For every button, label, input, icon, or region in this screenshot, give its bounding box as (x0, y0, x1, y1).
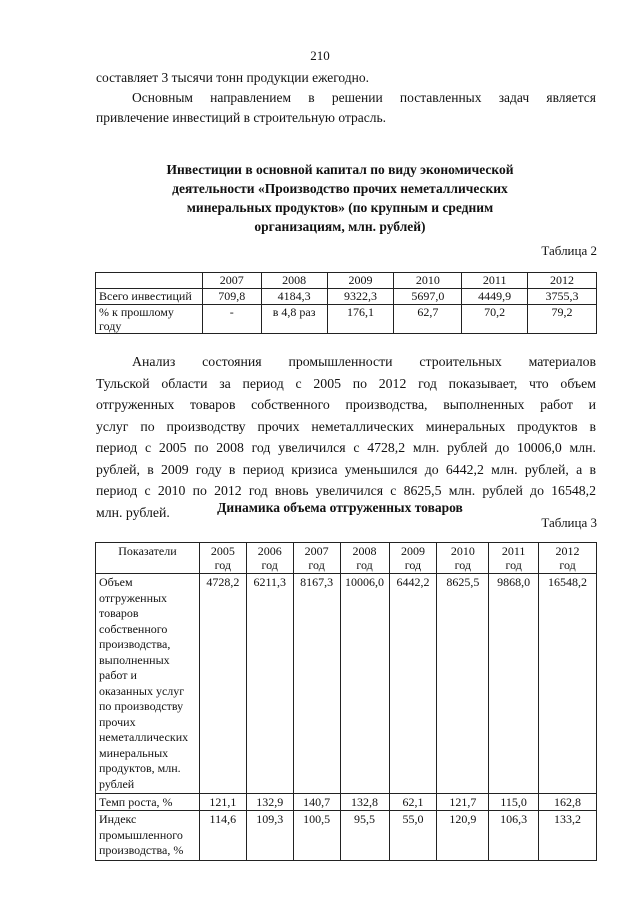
table2-cell: 176,1 (327, 305, 394, 334)
table3-year-number: 2005 (210, 544, 235, 558)
analysis-line-1: Анализ состояния промышленности строительных материалов (132, 354, 596, 369)
row1-label-line: товаров (99, 606, 139, 620)
row1-label-line: Объем (99, 575, 133, 589)
shipment-table (95, 542, 597, 861)
row1-label-line: оказанных услуг (99, 683, 185, 698)
table3-year-number: 2012 (555, 544, 580, 558)
table3-year-suffix: год (404, 558, 422, 572)
table3-year (246, 543, 293, 574)
row1-label-line: выполненных (99, 652, 170, 667)
table3-row-growth (96, 794, 597, 811)
table3-year-suffix: год (261, 558, 278, 572)
table3-cell: 132,9 (246, 794, 293, 811)
table2-header-empty (96, 273, 203, 289)
table2-row-total (96, 289, 597, 305)
intro-line-1: составляет 3 тысячи тонн продукции ежегодно. (96, 70, 369, 85)
table2-cell: в 4,8 раз (261, 305, 327, 334)
table3-year (340, 543, 389, 574)
table3-cell: 16548,2 (539, 574, 597, 794)
table3-cell: 109,3 (246, 811, 293, 861)
table3-cell: 8167,3 (293, 574, 340, 794)
table3-cell: 106,3 (489, 811, 539, 861)
table2-row-label (96, 305, 203, 334)
table2-row-label-line-2: году (99, 319, 122, 333)
investment-table (95, 272, 597, 334)
row1-label-line: рублей (99, 776, 135, 791)
row3-label-line: Индекс (99, 812, 137, 826)
row3-label-line: промышленного (99, 827, 183, 842)
table3-label: Таблица 3 (541, 515, 597, 530)
analysis-line-8: млн. рублей. (96, 504, 170, 520)
investment-heading (120, 160, 560, 236)
table3-cell: 100,5 (293, 811, 340, 861)
table3-year-number: 2007 (304, 544, 329, 558)
table3-cell: 140,7 (293, 794, 340, 811)
table2-header-row (96, 273, 597, 289)
analysis-line-6: рублей, в 2009 году в период кризиса уменьшился до 6442,2 млн. рублей, а в (96, 461, 596, 477)
row1-label-line: минеральных (99, 745, 169, 760)
table3-year (389, 543, 437, 574)
table3-cell: 162,8 (539, 794, 597, 811)
table2-cell: 709,8 (202, 289, 261, 305)
table3-cell: 95,5 (340, 811, 389, 861)
table3-year (489, 543, 539, 574)
analysis-line-3: отгруженных товаров собственного производства, выполненных работ и (96, 397, 596, 412)
table2-label: Таблица 2 (541, 243, 597, 258)
row1-label-line: производства, (99, 637, 171, 651)
table2-cell: 79,2 (528, 305, 597, 334)
table3-cell: 6442,2 (389, 574, 437, 794)
row1-label-line: по производству (99, 699, 184, 713)
table3-row-label: Темп роста, % (96, 794, 200, 811)
table3-year-number: 2011 (501, 544, 526, 558)
table3-cell: 120,9 (437, 811, 489, 861)
table2-year: 2008 (261, 273, 327, 289)
analysis-line-5: период с 2005 по 2008 год увеличился с 4728,2 млн. рублей до 10006,0 млн. (96, 440, 596, 455)
analysis-line-4: услуг по производству прочих неметаллических минеральных продуктов в (96, 418, 596, 434)
table2-row-label-line-1: % к прошлому (99, 305, 174, 319)
table3-year (293, 543, 340, 574)
table3-cell: 133,2 (539, 811, 597, 861)
table3-row-index (96, 811, 597, 861)
table2-cell: 4449,9 (462, 289, 528, 305)
table2-cell: 3755,3 (528, 289, 597, 305)
page-number: 210 (310, 48, 330, 63)
table2-row-label: Всего инвестиций (96, 289, 203, 305)
table3-year-suffix: год (356, 558, 373, 572)
table3-header-label: Показатели (96, 543, 200, 574)
table3-cell: 121,7 (437, 794, 489, 811)
table2-cell: 9322,3 (327, 289, 394, 305)
table2-year: 2011 (462, 273, 528, 289)
shipment-heading: Динамика объема отгруженных товаров (217, 500, 463, 515)
table3-year-number: 2009 (400, 544, 425, 558)
table2-year: 2012 (528, 273, 597, 289)
table3-year (539, 543, 597, 574)
row1-label-line: отгруженных (99, 590, 168, 605)
table2-cell: - (202, 305, 261, 334)
table3-year-number: 2010 (450, 544, 475, 558)
table3-cell: 121,1 (199, 794, 246, 811)
table3-year-suffix: год (214, 558, 232, 572)
row3-label-line: производства, % (99, 843, 184, 857)
table3-cell: 10006,0 (340, 574, 389, 794)
table3-header-row (96, 543, 597, 574)
row1-label-line: собственного (99, 621, 168, 636)
table3-cell: 132,8 (340, 794, 389, 811)
table3-cell: 62,1 (389, 794, 437, 811)
table3-row-label (96, 811, 200, 861)
table3-year-number: 2008 (352, 544, 377, 558)
table2-cell: 4184,3 (261, 289, 327, 305)
heading1-line-3: минеральных продуктов» (по крупным и средним (186, 200, 494, 215)
heading1-line-4: организациям, млн. рублей) (254, 219, 426, 234)
table3-year (199, 543, 246, 574)
table3-row-volume (96, 574, 597, 794)
table3-cell: 6211,3 (246, 574, 293, 794)
analysis-line-2: Тульской области за период с 2005 по 2012 год показывает, что объем (96, 375, 596, 391)
table2-cell: 70,2 (462, 305, 528, 334)
table2-year: 2010 (394, 273, 462, 289)
row1-label-line: продуктов, млн. (99, 761, 181, 775)
table3-year-suffix: год (505, 558, 522, 572)
table2-cell: 62,7 (394, 305, 462, 334)
table3-year-suffix: год (454, 558, 472, 572)
table3-year-suffix: год (308, 558, 325, 572)
analysis-line-7: период с 2010 по 2012 год вновь увеличился с 8625,5 млн. рублей до 16548,2 (96, 483, 596, 498)
heading1-line-1: Инвестиции в основной капитал по виду экономической (166, 162, 514, 177)
row1-label-line: работ и (99, 668, 137, 682)
table2-year: 2009 (327, 273, 394, 289)
table2-year: 2007 (202, 273, 261, 289)
intro-paragraph (96, 68, 596, 128)
table3-cell: 4728,2 (199, 574, 246, 794)
table2-cell: 5697,0 (394, 289, 462, 305)
table3-cell: 8625,5 (437, 574, 489, 794)
row1-label-line: неметаллических (99, 730, 189, 744)
table2-row-percent (96, 305, 597, 334)
table3-cell: 55,0 (389, 811, 437, 861)
heading1-line-2: деятельности «Производство прочих неметаллических (172, 181, 508, 196)
table3-year-number: 2006 (257, 544, 282, 558)
table3-row-label (96, 574, 200, 794)
row1-label-line: прочих (99, 714, 136, 729)
intro-line-3: привлечение инвестиций в строительную отрасль. (96, 110, 387, 125)
intro-line-2: Основным направлением в решении поставленных задач является (132, 90, 596, 105)
table3-year-suffix: год (559, 558, 576, 572)
table3-year (437, 543, 489, 574)
table3-cell: 115,0 (489, 794, 539, 811)
table3-cell: 114,6 (199, 811, 246, 861)
table3-cell: 9868,0 (489, 574, 539, 794)
